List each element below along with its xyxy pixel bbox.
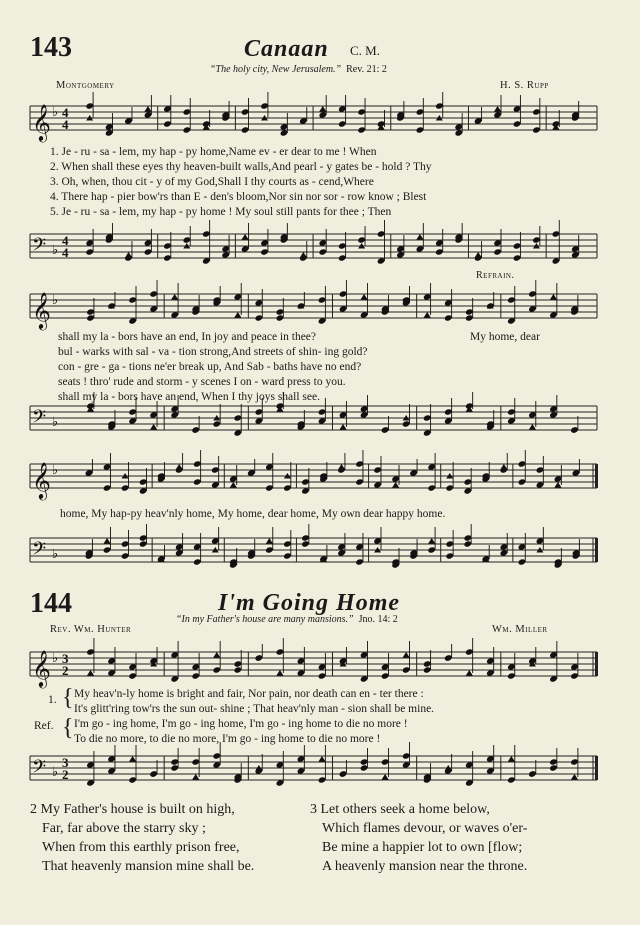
hymn-144-lyricist: Rev. Wm. Hunter [50, 624, 132, 635]
hymn-144-scripture [176, 614, 398, 625]
scripture-ref: Jno. 14: 2 [358, 614, 398, 625]
treble-clef-icon: 𝄞 [32, 649, 51, 687]
verse-4-line-1: 4. There hap - pier bow'rs than E - den's bloom,Nor sin nor sor - row know ; Blest [50, 191, 427, 203]
stanza-2-line-4: That heavenly mansion mine shall be. [42, 859, 255, 874]
hymn-144-treble-staff [0, 644, 640, 688]
hymn-143-system-1-treble-staff [0, 98, 640, 142]
hymn-144-line-4: To die no more, to die no more, I'm go - ing home to die no more ! [74, 733, 381, 745]
treble-clef-icon: 𝄞 [32, 103, 51, 141]
stanza-3-number: 3 [310, 802, 317, 817]
stanza-2-line-2: Far, far above the starry sky ; [42, 821, 206, 836]
hymn-143-composer: H. S. Rupp [500, 80, 549, 91]
svg-text:4: 4 [62, 105, 69, 120]
verse-5-line-1: 5. Je - ru - sa - lem, my hap - py home ! My soul still pants for thee ; Then [50, 206, 392, 218]
flat-icon: ♭ [52, 104, 59, 119]
stanza-2 [30, 800, 254, 876]
hymn-144-composer: Wm. Miller [492, 624, 548, 635]
hymn-144-line-1: My heav'n-ly home is bright and fair, Nor pain, nor death can en - ter there : [74, 688, 424, 700]
hymn-144-bass-staff [0, 748, 640, 792]
flat-icon: ♭ [52, 414, 59, 429]
flat-icon: ♭ [52, 764, 59, 779]
flat-icon: ♭ [52, 546, 59, 561]
stanza-2-line-1: My Father's house is built on high, [40, 802, 235, 817]
flat-icon: ♭ [52, 242, 59, 257]
verse-3-line-2: con - gre - ga - tions ne'er break up, And Sab - baths have no end? [58, 361, 362, 373]
scripture-ref: Rev. 21: 2 [346, 64, 387, 75]
bass-clef-icon: 𝄢 [32, 235, 47, 260]
hymn-143-scripture [210, 64, 387, 75]
svg-text:4: 4 [62, 245, 69, 260]
scripture-text: “The holy city, New Jerusalem.” [210, 64, 342, 75]
hymn-143-lyricist: Montgomery [56, 80, 115, 91]
stanza-2-line-3: When from this earthly prison free, [42, 840, 240, 855]
hymn-143-system-3-treble-staff [0, 456, 640, 500]
bass-clef-icon: 𝄢 [32, 757, 47, 782]
stanza-2-number: 2 [30, 802, 37, 817]
hymn-144-brace-2: { [62, 715, 74, 741]
svg-text:3: 3 [62, 755, 69, 770]
flat-icon: ♭ [52, 462, 59, 477]
svg-text:4: 4 [62, 233, 69, 248]
verse-3-line-1: 3. Oh, when, thou cit - y of my God,Shall I thy courts as - cend,Where [50, 176, 374, 188]
treble-clef-icon: 𝄞 [32, 291, 51, 329]
verse-2-line-2: bul - warks with sal - va - tion strong,And streets of shin- ing gold? [58, 346, 368, 358]
svg-text:3: 3 [62, 651, 69, 666]
hymn-143-system-1-bass-staff [0, 226, 640, 270]
hymn-143-system-2-bass-staff [0, 398, 640, 442]
hymn-144-verse-label: 1. [48, 694, 57, 706]
flat-icon: ♭ [52, 292, 59, 307]
treble-clef-icon: 𝄞 [32, 461, 51, 499]
svg-text:2: 2 [62, 663, 69, 678]
refrain-line-3: home, My hap-py heav'nly home, My home, dear home, My own dear happy home. [60, 508, 446, 520]
hymn-143-meter: C. M. [350, 43, 380, 58]
hymn-143-refrain-label: Refrain. [476, 270, 515, 281]
stanza-3-line-1: Let others seek a home below, [320, 802, 490, 817]
verse-5-line-2: shall my la - bors have an end, When I thy joys shall see. [58, 391, 320, 403]
stanza-3 [310, 800, 527, 876]
verse-1-line-1: 1. Je - ru - sa - lem, my hap - py home,Name ev - er dear to me ! When [50, 146, 377, 158]
hymn-144-line-2: It's glitt'ring tow'rs the sun out- shine ; That heav'nly man - sion shall be mine. [74, 703, 435, 715]
verse-1-line-2: shall my la - bors have an end, In joy and peace in thee? [58, 331, 317, 343]
svg-text:2: 2 [62, 767, 69, 782]
stanza-3-line-2: Which flames devour, or waves o'er- [322, 821, 528, 836]
hymn-143-system-3-bass-staff [0, 530, 640, 574]
svg-text:4: 4 [62, 117, 69, 132]
flat-icon: ♭ [52, 650, 59, 665]
hymn-144-line-3: I'm go - ing home, I'm go - ing home, I'm go - ing home to die no more ! [74, 718, 408, 730]
hymn-144-title: I'm Going Home [218, 590, 401, 616]
verse-4-line-2: seats ! thro' rude and storm - y scenes I on - ward press to you. [58, 376, 346, 388]
hymn-144-number: 144 [30, 588, 72, 619]
bass-clef-icon: 𝄢 [32, 539, 47, 564]
hymn-144-brace-1: { [62, 685, 74, 711]
hymn-144-refrain-label: Ref. [34, 720, 54, 732]
hymn-143-number: 143 [30, 32, 72, 63]
stanza-3-line-4: A heavenly mansion near the throne. [322, 859, 528, 874]
refrain-line-2: My home, dear [470, 331, 540, 343]
hymn-143-title: Canaan [244, 36, 329, 62]
verse-2-line-1: 2. When shall these eyes thy heaven-built walls,And pearl - y gates be - hold ? Thy [50, 161, 432, 173]
bass-clef-icon: 𝄢 [32, 407, 47, 432]
scripture-text: “In my Father's house are many mansions.” [176, 614, 354, 625]
hymn-143-system-2-treble-staff [0, 286, 640, 330]
stanza-3-line-3: Be mine a happier lot to own [flow; [322, 840, 523, 855]
